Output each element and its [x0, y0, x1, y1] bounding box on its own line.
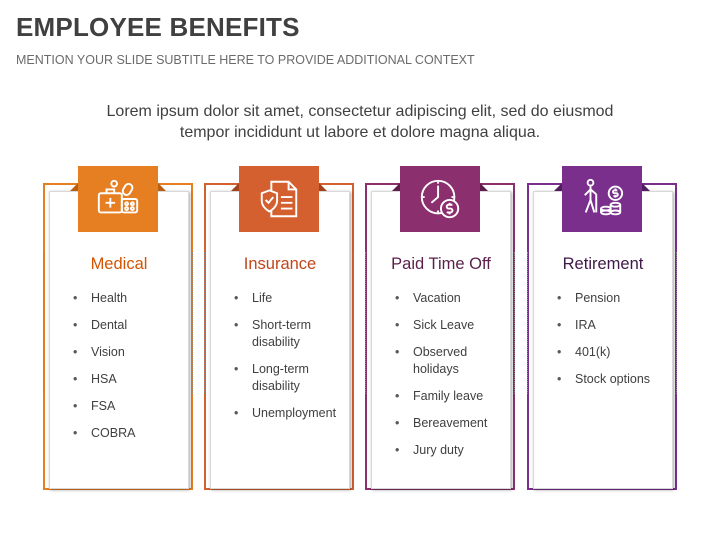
list-item: • COBRA: [73, 425, 191, 442]
card-medical: [43, 166, 195, 492]
benefit-list: [395, 290, 513, 469]
card-paid-time-off: [365, 166, 517, 492]
list-item: • Family leave: [395, 388, 513, 405]
slide-subtitle: MENTION YOUR SLIDE SUBTITLE HERE TO PROVIDE ADDITIONAL CONTEXT: [16, 53, 475, 67]
card-title: Retirement: [562, 255, 644, 273]
list-item: • Unemployment: [234, 405, 352, 422]
insurance-document-icon: [256, 176, 302, 222]
card-title: Insurance: [243, 255, 317, 273]
card-title: Paid Time Off: [391, 255, 491, 273]
list-item: • Short-term disability: [234, 317, 352, 351]
list-item: • Pension: [557, 290, 675, 307]
card-flag: [562, 166, 642, 232]
list-item: • Observed holidays: [395, 344, 513, 378]
list-item: • Bereavement: [395, 415, 513, 432]
slide-title: EMPLOYEE BENEFITS: [16, 12, 300, 42]
list-item: • Life: [234, 290, 352, 307]
benefit-list: [73, 290, 191, 452]
medical-kit-icon: [95, 176, 141, 222]
retirement-savings-icon: [579, 176, 625, 222]
list-item: • Sick Leave: [395, 317, 513, 334]
list-item: • 401(k): [557, 344, 675, 361]
intro-text: Lorem ipsum dolor sit amet, consectetur adipiscing elit, sed do eiusmod tempor incididunt ut labore et dolore magna aliqua.: [106, 103, 614, 141]
list-item: • Stock options: [557, 371, 675, 388]
list-item: • FSA: [73, 398, 191, 415]
list-item: • Vision: [73, 344, 191, 361]
benefit-list: [557, 290, 675, 398]
list-item: • HSA: [73, 371, 191, 388]
list-item: • IRA: [557, 317, 675, 334]
card-flag: [239, 166, 319, 232]
card-retirement: [527, 166, 679, 492]
card-title: Medical: [90, 255, 148, 273]
card-flag: [78, 166, 158, 232]
card-flag: [400, 166, 480, 232]
list-item: • Health: [73, 290, 191, 307]
list-item: • Dental: [73, 317, 191, 334]
list-item: • Long-term disability: [234, 361, 352, 395]
list-item: • Jury duty: [395, 442, 513, 459]
benefit-list: [234, 290, 352, 432]
card-insurance: [204, 166, 356, 492]
list-item: • Vacation: [395, 290, 513, 307]
clock-dollar-icon: [417, 176, 463, 222]
